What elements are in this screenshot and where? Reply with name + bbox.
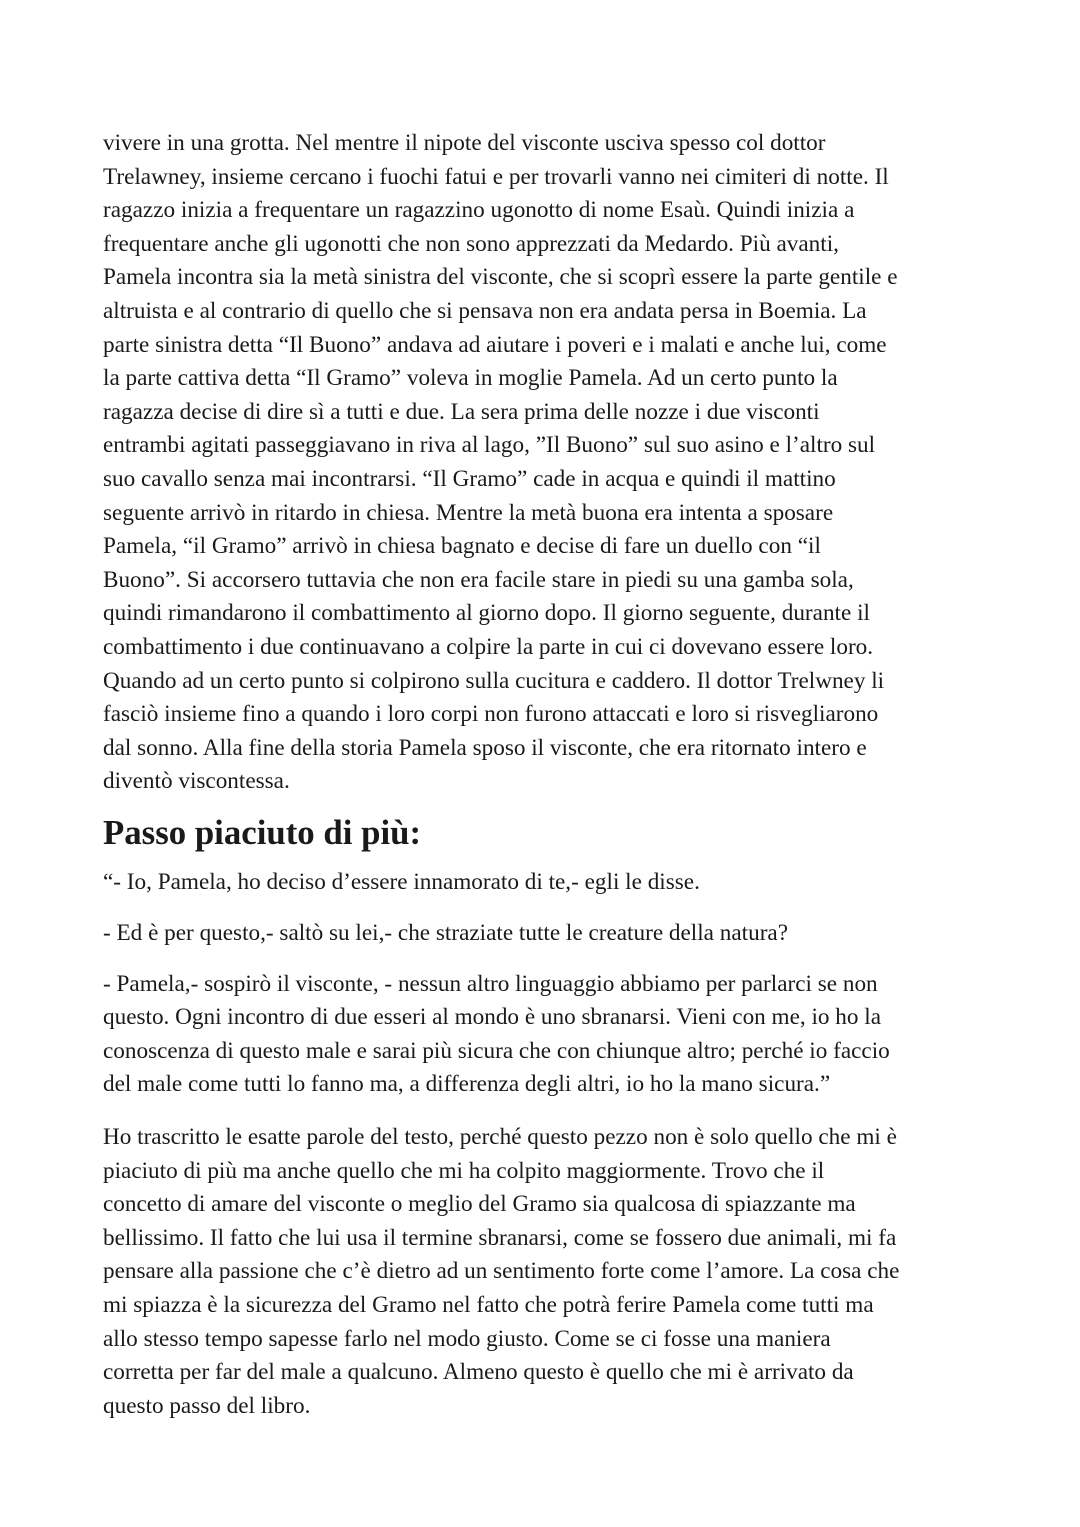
quote-paragraph-3 <box>103 968 1003 1102</box>
text-line: combattimento i due continuavano a colpire la parte in cui ci dovevano essere loro. <box>103 633 874 660</box>
commentary-paragraph <box>103 1121 1003 1423</box>
text-line: conoscenza di questo male e sarai più sicura che con chiunque altro; perché io faccio <box>103 1037 890 1064</box>
document-page <box>103 127 1003 1423</box>
spacer <box>103 849 1003 866</box>
text-line: allo stesso tempo sapesse farlo nel modo giusto. Come se ci fosse una maniera <box>103 1325 831 1352</box>
text-line: altruista e al contrario di quello che si pensava non era andata persa in Boemia. La <box>103 297 867 324</box>
text-line: “- Io, Pamela, ho deciso d’essere innamorato di te,- egli le disse. <box>103 869 700 896</box>
text-line: fasciò insieme fino a quando i loro corpi non furono attaccati e loro si risvegliarono <box>103 701 879 728</box>
text-line: pensare alla passione che c’è dietro ad un sentimento forte come l’amore. La cosa che <box>103 1258 900 1285</box>
quote-line-2 <box>103 917 1003 951</box>
text-line: Quando ad un certo punto si colpirono sulla cucitura e caddero. Il dottor Trelwney li <box>103 667 885 694</box>
text-line: seguente arrivò in ritardo in chiesa. Mentre la metà buona era intenta a sposare <box>103 499 834 526</box>
text-line: Ho trascritto le esatte parole del testo, perché questo pezzo non è solo quello che mi è <box>103 1124 897 1151</box>
text-line: - Ed è per questo,- saltò su lei,- che straziate tutte le creature della natura? <box>103 920 788 947</box>
quote-line-1 <box>103 866 1003 900</box>
text-line: dal sonno. Alla fine della storia Pamela sposo il visconte, che era ritornato intero e <box>103 734 867 761</box>
text-line: Pamela, “il Gramo” arrivò in chiesa bagnato e decise di fare un duello con “il <box>103 533 821 560</box>
text-line: parte sinistra detta “Il Buono” andava ad aiutare i poveri e i malati e anche lui, come <box>103 331 887 358</box>
spacer <box>103 1102 1003 1121</box>
text-line: diventò viscontessa. <box>103 768 290 795</box>
text-line: questo. Ogni incontro di due esseri al mondo è uno sbranarsi. Vieni con me, io ho la <box>103 1004 882 1031</box>
summary-paragraph <box>103 127 1003 799</box>
text-line: ragazzo inizia a frequentare un ragazzino ugonotto di nome Esaù. Quindi inizia a <box>103 197 855 224</box>
text-line: ragazza decise di dire sì a tutti e due. La sera prima delle nozze i due visconti <box>103 398 820 425</box>
text-line: mi spiazza è la sicurezza del Gramo nel fatto che potrà ferire Pamela come tutti ma <box>103 1292 874 1318</box>
text-line: Pamela incontra sia la metà sinistra del visconte, che si scoprì essere la parte gentile e <box>103 264 898 291</box>
text-line: suo cavallo senza mai incontrarsi. “Il Gramo” cade in acqua e quindi il mattino <box>103 465 836 492</box>
text-line: quindi rimandarono il combattimento al giorno dopo. Il giorno seguente, durante il <box>103 600 870 627</box>
text-line: bellissimo. Il fatto che lui usa il termine sbranarsi, come se fossero due animali, mi fa <box>103 1224 897 1251</box>
spacer <box>103 900 1003 917</box>
text-line: frequentare anche gli ugonotti che non sono apprezzati da Medardo. Più avanti, <box>103 230 839 257</box>
text-line: concetto di amare del visconte o meglio del Gramo sia qualcosa di spiazzante ma <box>103 1191 856 1218</box>
text-line: entrambi agitati passeggiavano in riva al lago, ”Il Buono” sul suo asino e l’altro sul <box>103 432 876 459</box>
text-line: del male come tutti lo fanno ma, a differenza degli altri, io ho la mano sicura.” <box>103 1071 831 1098</box>
section-heading: Passo piaciuto di più: <box>103 812 422 852</box>
text-line: questo passo del libro. <box>103 1392 311 1419</box>
text-line: piaciuto di più ma anche quello che mi ha colpito maggiormente. Trovo che il <box>103 1157 825 1184</box>
text-line: la parte cattiva detta “Il Gramo” voleva in moglie Pamela. Ad un certo punto la <box>103 365 838 392</box>
text-line: - Pamela,- sospirò il visconte, - nessun altro linguaggio abbiamo per parlarci se non <box>103 970 878 997</box>
text-line: vivere in una grotta. Nel mentre il nipote del visconte usciva spesso col dottor <box>103 130 826 156</box>
text-line: Trelawney, insieme cercano i fuochi fatui e per trovarli vanno nei cimiteri di notte. Il <box>103 163 889 190</box>
spacer <box>103 951 1003 968</box>
text-line: Buono”. Si accorsero tuttavia che non era facile stare in piedi su una gamba sola, <box>103 566 854 593</box>
text-line: corretta per far del male a qualcuno. Almeno questo è quello che mi è arrivato da <box>103 1359 854 1386</box>
